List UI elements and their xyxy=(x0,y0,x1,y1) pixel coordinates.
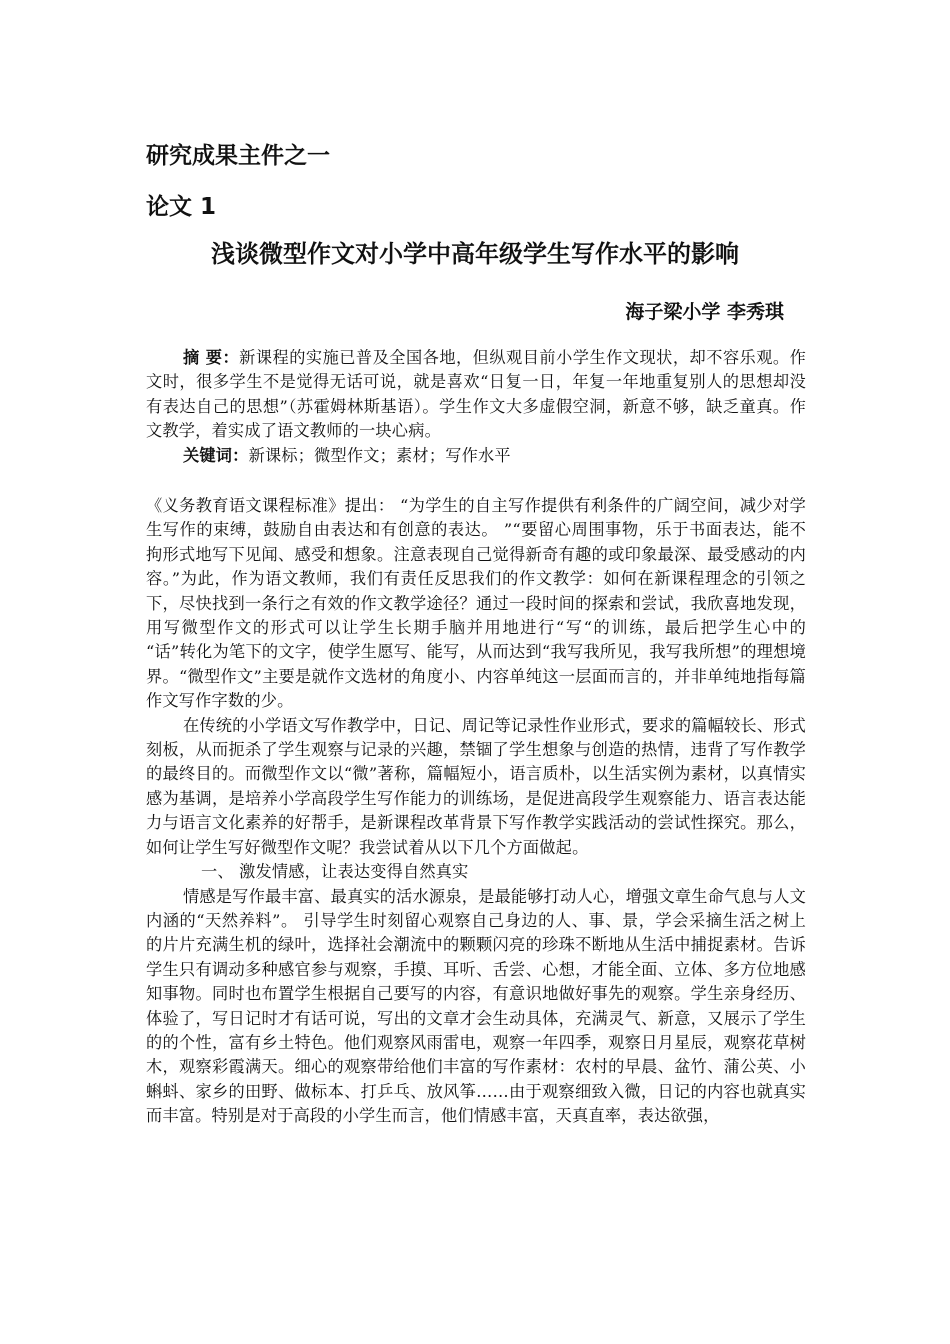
section-subheading: 一、 激发情感，让表达变得自然真实 xyxy=(201,862,469,882)
author-line: 海子梁小学 李秀琪 xyxy=(625,301,784,323)
abstract-section xyxy=(146,346,806,468)
abstract-label: 摘 要： xyxy=(183,348,240,367)
section-heading: 研究成果主件之一 xyxy=(146,143,330,169)
abstract-text: 新课程的实施已普及全国各地，但纵观目前小学生作文现状，却不容乐观。作文时，很多学生不是觉得无话可说，就是喜欢“日复一日，年复一年地重复别人的思想却没有表达自己的思想”（苏霍姆林斯基语）。学生作文大多虚假空洞，新意不够，缺乏童真。作文教学，着实成了语文教师的一块心病。 xyxy=(146,348,806,441)
body-text xyxy=(146,494,806,1129)
body-paragraph: 在传统的小学语文写作教学中，日记、周记等记录性作业形式，要求的篇幅较长、形式刻板，从而扼杀了学生观察与记录的兴趣，禁锢了学生想象与创造的热情，违背了写作教学的最终目的。而微型作文以“微”著称，篇幅短小，语言质朴，以生活实例为素材，以真情实感为基调，是培养小学高段学生写作能力的训练场，是促进高段学生观察能力、语言表达能力与语言文化素养的好帮手，是新课程改革背景下写作教学实践活动的尝试性探究。那么，如何让学生写好微型作文呢？我尝试着从以下几个方面做起。 xyxy=(146,715,806,857)
paper-label: 论文 1 xyxy=(146,194,217,220)
keywords-text: 新课标；微型作文；素材；写作水平 xyxy=(248,445,511,465)
paper-title: 浅谈微型作文对小学中高年级学生写作水平的影响 xyxy=(211,240,739,268)
keywords-label: 关键词： xyxy=(183,445,249,465)
keywords-paragraph xyxy=(146,444,806,468)
body-paragraph: 情感是写作最丰富、最真实的活水源泉，是最能够打动人心，增强文章生命气息与人文内涵的“天然养料”。 引导学生时刻留心观察自己身边的人、事、景，学会采摘生活之树上的片片充满生机的绿叶，选择社会潮流中的颗颗闪亮的珍珠不断地从生活中捕捉素材。告诉学生只有调动多种感官参与观察，手摸、耳听、舌尝、心想，才能全面、立体、多方位地感知事物。同时也布置学生根据自己要写的内容，有意识地做好事先的观察。学生亲身经历、体验了，写日记时才有话可说，写出的文章才会生动具体，充满灵气、新意，又展示了学生的的个性，富有乡土特色。他们观察风雨雷电，观察一年四季，观察日月星辰，观察花草树木，观察彩霞满天。细心的观察带给他们丰富的写作素材：农村的早晨、盆竹、蒲公英、小蝌蚪、家乡的田野、做标本、打乒乓、放风筝……由于观察细致入微，日记的内容也就真实而丰富。特别是对于高段的小学生而言，他们情感丰富，天真直率，表达欲强， xyxy=(146,886,806,1126)
abstract-paragraph xyxy=(146,346,806,444)
body-paragraph: 《义务教育语文课程标准》提出： “为学生的自主写作提供有利条件的广阔空间，减少对学生写作的束缚，鼓励自由表达和有创意的表达。 ”“要留心周围事物，乐于书面表达，能不拘形式地写下见闻、感受和想象。注意表现自己觉得新奇有趣的或印象最深、最受感动的内容。”为此，作为语文教师，我们有责任反思我们的作文教学：如何在新课程理念的引领之下，尽快找到一条行之有效的作文教学途径？通过一段时间的探索和尝试，我欣喜地发现，用写微型作文的形式可以让学生长期手脑并用地进行“写“的训练，最后把学生心中的 “话”转化为笔下的文字，使学生愿写、能写，从而达到“我写我所见，我写我所想”的理想境界。“微型作文”主要是就作文选材的角度小、内容单纯这一层面而言的，并非单纯地指每篇作文写作字数的少。 xyxy=(146,496,806,711)
